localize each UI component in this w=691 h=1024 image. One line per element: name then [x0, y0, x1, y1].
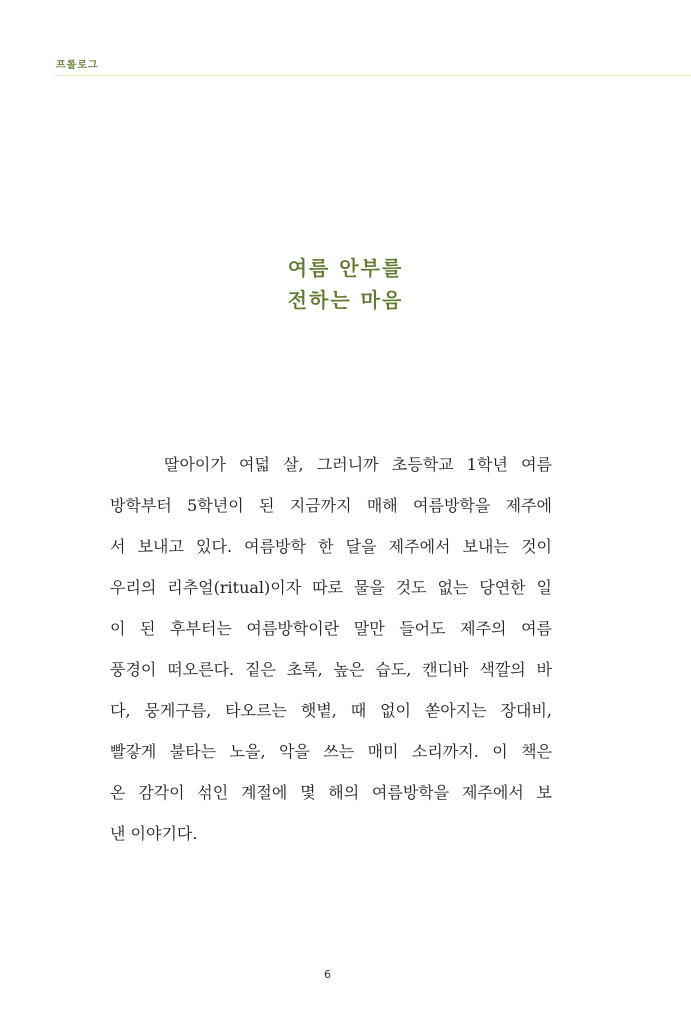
- page-number: 6: [324, 968, 331, 981]
- body-paragraph: [110, 444, 552, 854]
- body-line: 딸아이가 여덟 살, 그러니까 초등학교 1학년 여름: [164, 455, 552, 474]
- body-line: 빨갛게 불타는 노을, 악을 쓰는 매미 소리까지. 이 책은: [110, 742, 552, 761]
- header-divider: [54, 75, 691, 76]
- running-head: 프롤로그: [56, 60, 99, 71]
- chapter-title: [0, 252, 691, 316]
- body-line: 방학부터 5학년이 된 지금까지 매해 여름방학을 제주에: [110, 496, 552, 515]
- chapter-title-line-2: 전하는 마음: [287, 288, 404, 312]
- body-line: 다, 뭉게구름, 타오르는 햇볕, 때 없이 쏟아지는 장대비,: [110, 701, 552, 720]
- body-line: 온 감각이 섞인 계절에 몇 해의 여름방학을 제주에서 보: [110, 783, 552, 802]
- chapter-title-line-1: 여름 안부를: [287, 256, 404, 280]
- body-line: 이 된 후부터는 여름방학이란 말만 들어도 제주의 여름: [110, 619, 552, 638]
- body-line: 풍경이 떠오른다. 짙은 초록, 높은 습도, 캔디바 색깔의 바: [110, 660, 552, 679]
- body-line: 낸 이야기다.: [110, 824, 198, 843]
- body-line: 우리의 리추얼(ritual)이자 따로 물을 것도 없는 당연한 일: [110, 578, 552, 597]
- body-line: 서 보내고 있다. 여름방학 한 달을 제주에서 보내는 것이: [110, 537, 552, 556]
